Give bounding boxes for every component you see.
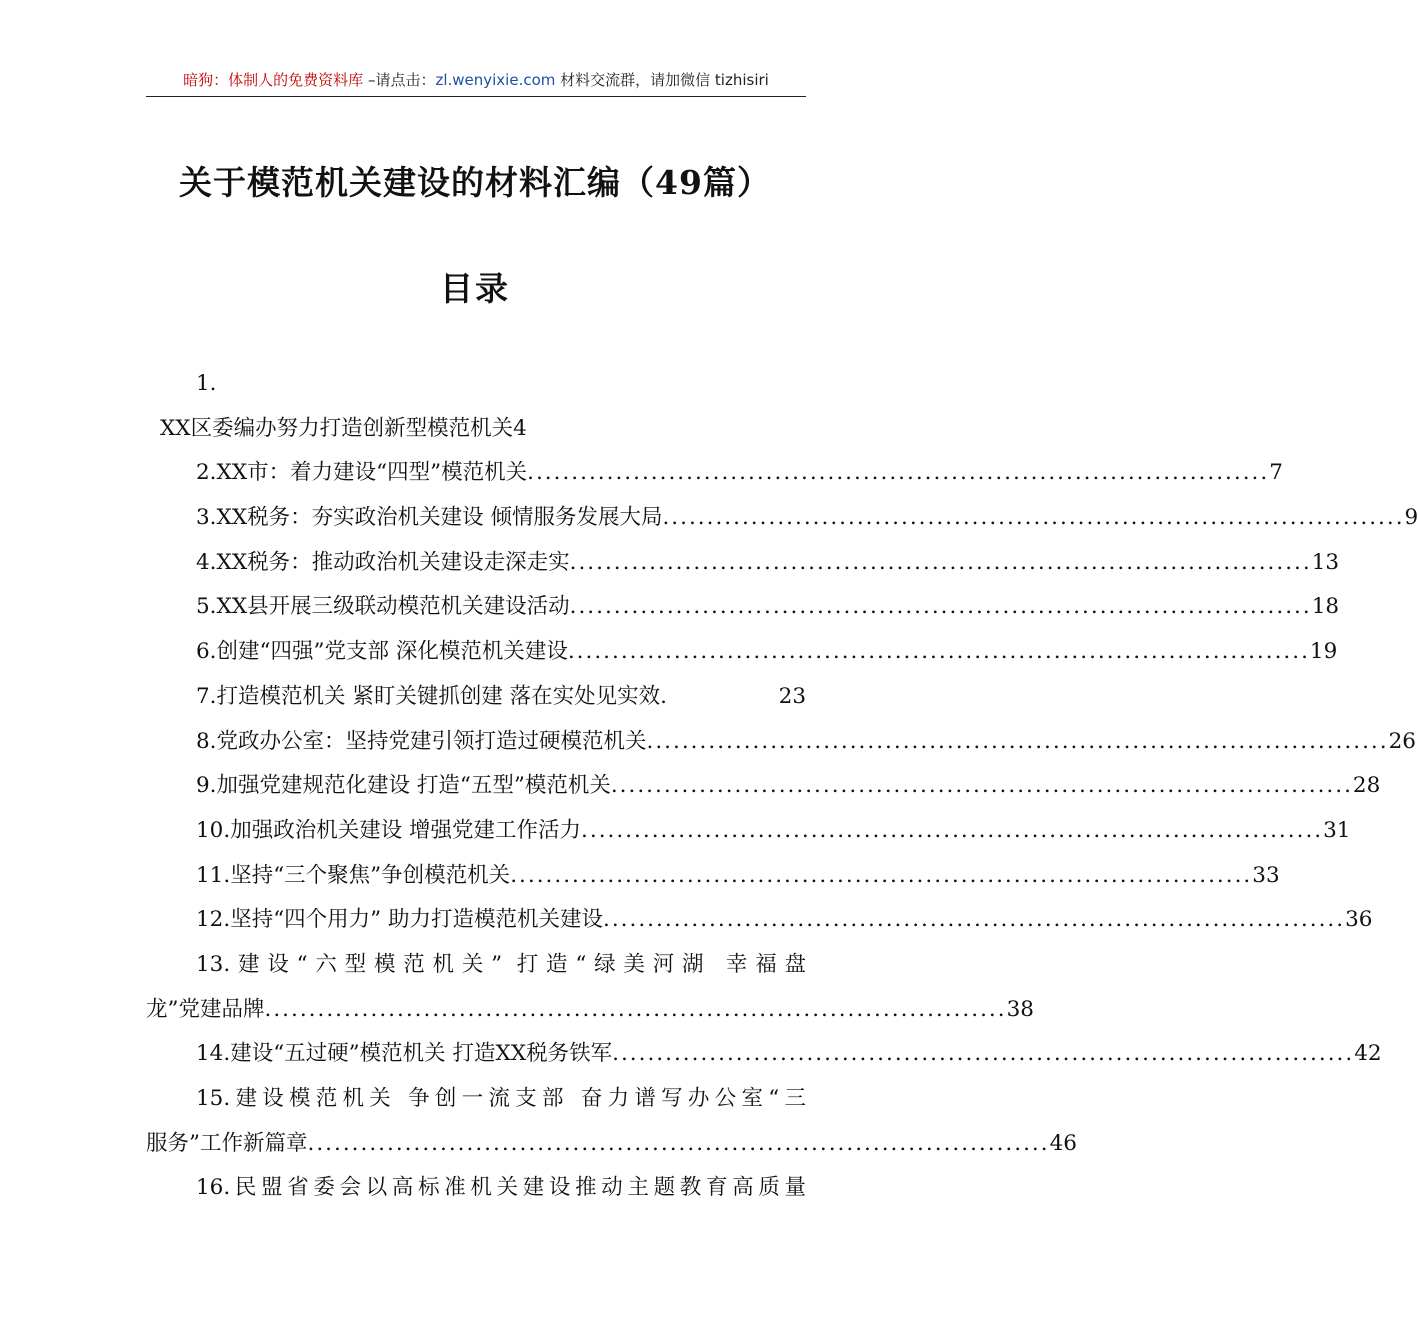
toc-leader: .................................................................................... [581,817,1324,843]
toc-item-page: 9 [1404,505,1418,531]
toc-item-text: 12.坚持“四个用力” 助力打造模范机关建设 [196,907,604,933]
header-group-text: 材料交流群，请加微信 tizhisiri [555,71,769,89]
toc-item-1-number[interactable]: 1. [196,371,217,396]
toc-item-16-line1[interactable]: 16.民盟省委会以高标准机关建设推动主题教育高质量 [196,1175,806,1201]
toc-item-15-line1[interactable]: 15.建设模范机关 争创一流支部 奋力谱写办公室“三 [196,1086,806,1111]
toc-leader: .................................................................................... [610,773,1353,799]
toc-item-text: 11.坚持“三个聚焦”争创模范机关 [196,862,511,888]
toc-leader: .................................................................................... [510,862,1253,888]
toc-item-text: 2.XX市：着力建设“四型”模范机关 [196,460,528,486]
toc-item-page: 7 [1269,460,1283,486]
toc-item-text: 8.党政办公室：坚持党建引领打造过硬模范机关 [196,728,647,754]
toc-item-page: 13 [1311,549,1340,575]
toc-item-text: 4.XX税务：推动政治机关建设走深走实 [196,549,570,575]
toc-item[interactable] [146,675,806,720]
toc-item-15-line2[interactable] [146,1122,1077,1167]
toc-item-text: 服务”工作新篇章 [146,1130,308,1156]
toc-item-text: 14.建设“五过硬”模范机关 打造XX税务铁军 [196,1041,613,1067]
toc-item-14[interactable] [146,1032,1382,1077]
toc-leader: .................................................................................... [569,549,1312,575]
toc-item-text: 9.加强党建规范化建设 打造“五型”模范机关 [196,773,611,799]
toc-item[interactable] [146,854,1280,899]
toc-leader: .................................................................................... [264,996,1007,1022]
document-title: 关于模范机关建设的材料汇编（49篇） [179,163,771,202]
header-url-link[interactable]: zl.wenyixie.com [435,71,556,89]
toc-item-text: 3.XX税务：夯实政治机关建设 倾情服务发展大局 [196,505,663,531]
toc-item-text: 6.创建“四强”党支部 深化模范机关建设 [196,639,568,665]
toc-item-page: 18 [1311,594,1340,620]
toc-item-page: 28 [1352,773,1381,799]
toc-leader: .................................................................................... [527,460,1270,486]
toc-leader: .................................................................................... [646,728,1389,754]
header-click-label: –请点击： [363,71,436,89]
toc-item-page: 36 [1345,907,1373,933]
toc-item-13-line2[interactable] [146,988,1034,1033]
toc-leader [667,675,779,720]
toc-item[interactable] [146,720,1416,765]
toc-item[interactable] [146,764,1381,809]
toc-leader: .................................................................................... [603,907,1346,933]
toc-item[interactable] [146,585,1340,630]
toc-item-13-line1[interactable]: 13.建设“六型模范机关” 打造“绿美河湖 幸福盘 [196,951,806,977]
toc-leader: .................................................................................... [612,1041,1355,1067]
toc-leader: .................................................................................... [567,639,1310,665]
toc-item-text: 5.XX县开展三级联动模范机关建设活动 [196,594,570,620]
toc-item-page: 46 [1049,1130,1077,1156]
toc-leader: .................................................................................... [307,1130,1050,1156]
toc-item-text: 10.加强政治机关建设 增强党建工作活力 [196,817,582,843]
table-of-contents [146,362,1418,1211]
toc-item[interactable] [146,630,1338,675]
toc-item-page: 38 [1006,996,1034,1022]
toc-item-1-text[interactable]: XX区委编办努力打造创新型模范机关4 [160,415,527,441]
toc-item-page: 26 [1388,728,1416,754]
toc-item-page: 31 [1323,817,1351,843]
toc-item-page: 33 [1252,862,1280,888]
toc-leader: .................................................................................... [662,505,1405,531]
toc-item[interactable] [146,451,1283,496]
toc-item-page: 19 [1309,639,1338,665]
toc-heading: 目录 [440,269,510,308]
toc-item[interactable] [146,541,1340,586]
toc-item-page: 23 [778,683,806,709]
toc-item[interactable] [146,496,1418,541]
toc-item[interactable] [146,809,1351,854]
toc-item-page: 42 [1354,1041,1382,1067]
toc-item-text: 7.打造模范机关 紧盯关键抓创建 落在实处见实效. [196,683,668,709]
page-header [146,66,806,97]
header-brand: 暗狗：体制人的免费资料库 [183,71,364,89]
toc-item-12[interactable] [146,898,1373,943]
toc-leader: .................................................................................... [569,594,1312,620]
toc-item-text: 龙”党建品牌 [146,996,265,1022]
